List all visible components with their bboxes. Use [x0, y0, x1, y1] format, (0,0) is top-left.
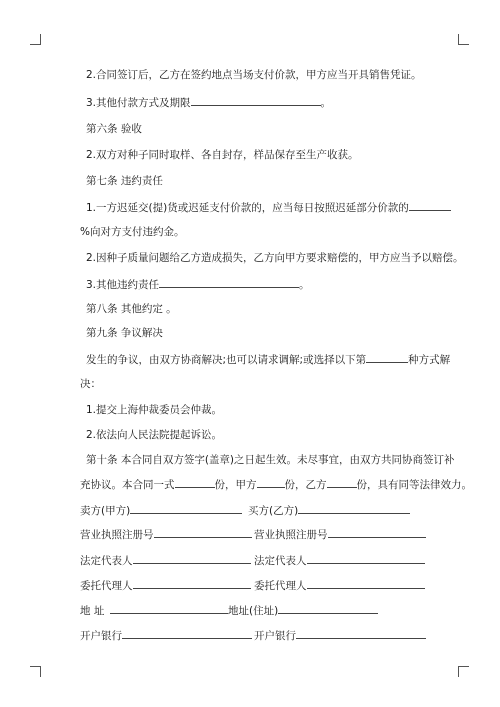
clause-7-item-1 [86, 200, 460, 215]
clause-5-item-3 [86, 95, 460, 110]
fill-blank[interactable] [307, 553, 425, 564]
buyer-legal-rep [254, 553, 425, 568]
seller-legal-rep [80, 553, 251, 568]
clause-10-body [86, 453, 460, 467]
line-text: 份，甲方 [214, 479, 257, 491]
clause-7-item-2 [86, 251, 464, 265]
fill-blank[interactable] [298, 503, 410, 514]
buyer-bank [254, 628, 426, 643]
field-label: 开户银行 [254, 630, 296, 642]
field-label: 卖方(甲方) [80, 505, 131, 517]
clause-7-item-3 [86, 277, 460, 292]
buyer-party [248, 503, 410, 518]
clause-6-item-2 [86, 148, 460, 162]
line-text: 2.合同签订后，乙方在签约地点当场支付价款，甲方应当开具销售凭证。 [86, 69, 422, 81]
line-text: 决： [80, 378, 101, 390]
buyer-address [228, 603, 378, 618]
field-label: 委托代理人 [254, 580, 307, 592]
line-text: 1.一方迟延交(提)货或迟延支付价款的，应当每日按照迟延部分价款的 [86, 202, 409, 214]
line-text: 发生的争议，由双方协商解决;也可以请求调解;或选择以下第 [86, 354, 367, 366]
field-label: 法定代表人 [254, 555, 307, 567]
clause-9-body-cont [80, 377, 460, 391]
line-text: 1.提交上海仲裁委员会仲裁。 [86, 404, 223, 416]
field-label: 买方(乙方) [248, 505, 299, 517]
fill-blank[interactable] [191, 95, 321, 106]
fill-blank[interactable] [133, 578, 251, 589]
buyer-agent [254, 578, 425, 593]
line-text: %向对方支付违约金。 [80, 226, 185, 238]
crop-mark-bottom-left [30, 666, 41, 677]
seller-party [80, 503, 242, 518]
clause-9-option-1 [86, 403, 460, 417]
buyer-license-no [254, 527, 426, 542]
clause-8-heading [86, 302, 460, 316]
line-suffix: 种方式解 [408, 354, 451, 366]
clause-9-heading [86, 326, 460, 340]
line-text: 2.双方对种子同时取样、各自封存，样品保存至生产收获。 [86, 149, 359, 161]
line-text: 第八条 其他约定 。 [86, 303, 177, 315]
fill-blank[interactable] [307, 578, 425, 589]
line-text: 第七条 违约责任 [86, 175, 163, 187]
line-text: 2.因种子质量问题给乙方造成损失，乙方向甲方要求赔偿的，甲方应当予以赔偿。 [86, 252, 464, 264]
clause-9-option-2 [86, 428, 460, 442]
seller-address [80, 603, 228, 618]
clause-10-body-cont [80, 477, 472, 492]
line-suffix: 。 [299, 279, 310, 291]
clause-6-heading [86, 122, 460, 136]
line-text: 充协议。本合同一式 [80, 479, 175, 491]
line-text: 份，乙方 [284, 479, 327, 491]
fill-blank[interactable] [159, 277, 299, 288]
fill-blank[interactable] [175, 477, 215, 488]
fill-blank[interactable] [130, 503, 242, 514]
seller-agent [80, 578, 251, 593]
fill-blank[interactable] [278, 603, 378, 614]
clause-5-item-2 [86, 68, 460, 82]
seller-bank [80, 628, 252, 643]
field-label: 委托代理人 [80, 580, 133, 592]
fill-blank[interactable] [110, 603, 228, 614]
crop-mark-bottom-right [458, 666, 469, 677]
fill-blank[interactable] [366, 352, 408, 363]
fill-blank[interactable] [296, 628, 426, 639]
fill-blank[interactable] [328, 527, 426, 538]
field-label: 营业执照注册号 [254, 529, 328, 541]
fill-blank[interactable] [154, 527, 252, 538]
crop-mark-top-right [458, 34, 469, 45]
clause-9-body [86, 352, 460, 367]
line-suffix: 份，具有同等法律效力。 [356, 479, 472, 491]
line-text: 第六条 验收 [86, 123, 142, 135]
field-label: 地址(住址) [228, 605, 279, 617]
clause-7-heading [86, 174, 460, 188]
fill-blank[interactable] [133, 553, 251, 564]
line-text: 3.其他付款方式及期限 [86, 97, 191, 109]
fill-blank[interactable] [409, 200, 451, 211]
fill-blank[interactable] [257, 477, 285, 488]
field-label: 地 址 [80, 605, 105, 617]
line-text: 第九条 争议解决 [86, 327, 163, 339]
field-label: 开户银行 [80, 630, 122, 642]
field-label: 法定代表人 [80, 555, 133, 567]
fill-blank[interactable] [122, 628, 252, 639]
line-text: 2.依法向人民法院提起诉讼。 [86, 429, 223, 441]
crop-mark-top-left [30, 34, 41, 45]
line-text: 第十条 本合同自双方签字(盖章)之日起生效。未尽事宜，由双方共同协商签订补 [86, 454, 455, 466]
clause-7-item-1-cont [80, 225, 460, 239]
line-text: 3.其他违约责任 [86, 279, 160, 291]
line-suffix: 。 [320, 97, 332, 109]
fill-blank[interactable] [327, 477, 357, 488]
seller-license-no [80, 527, 252, 542]
field-label: 营业执照注册号 [80, 529, 154, 541]
